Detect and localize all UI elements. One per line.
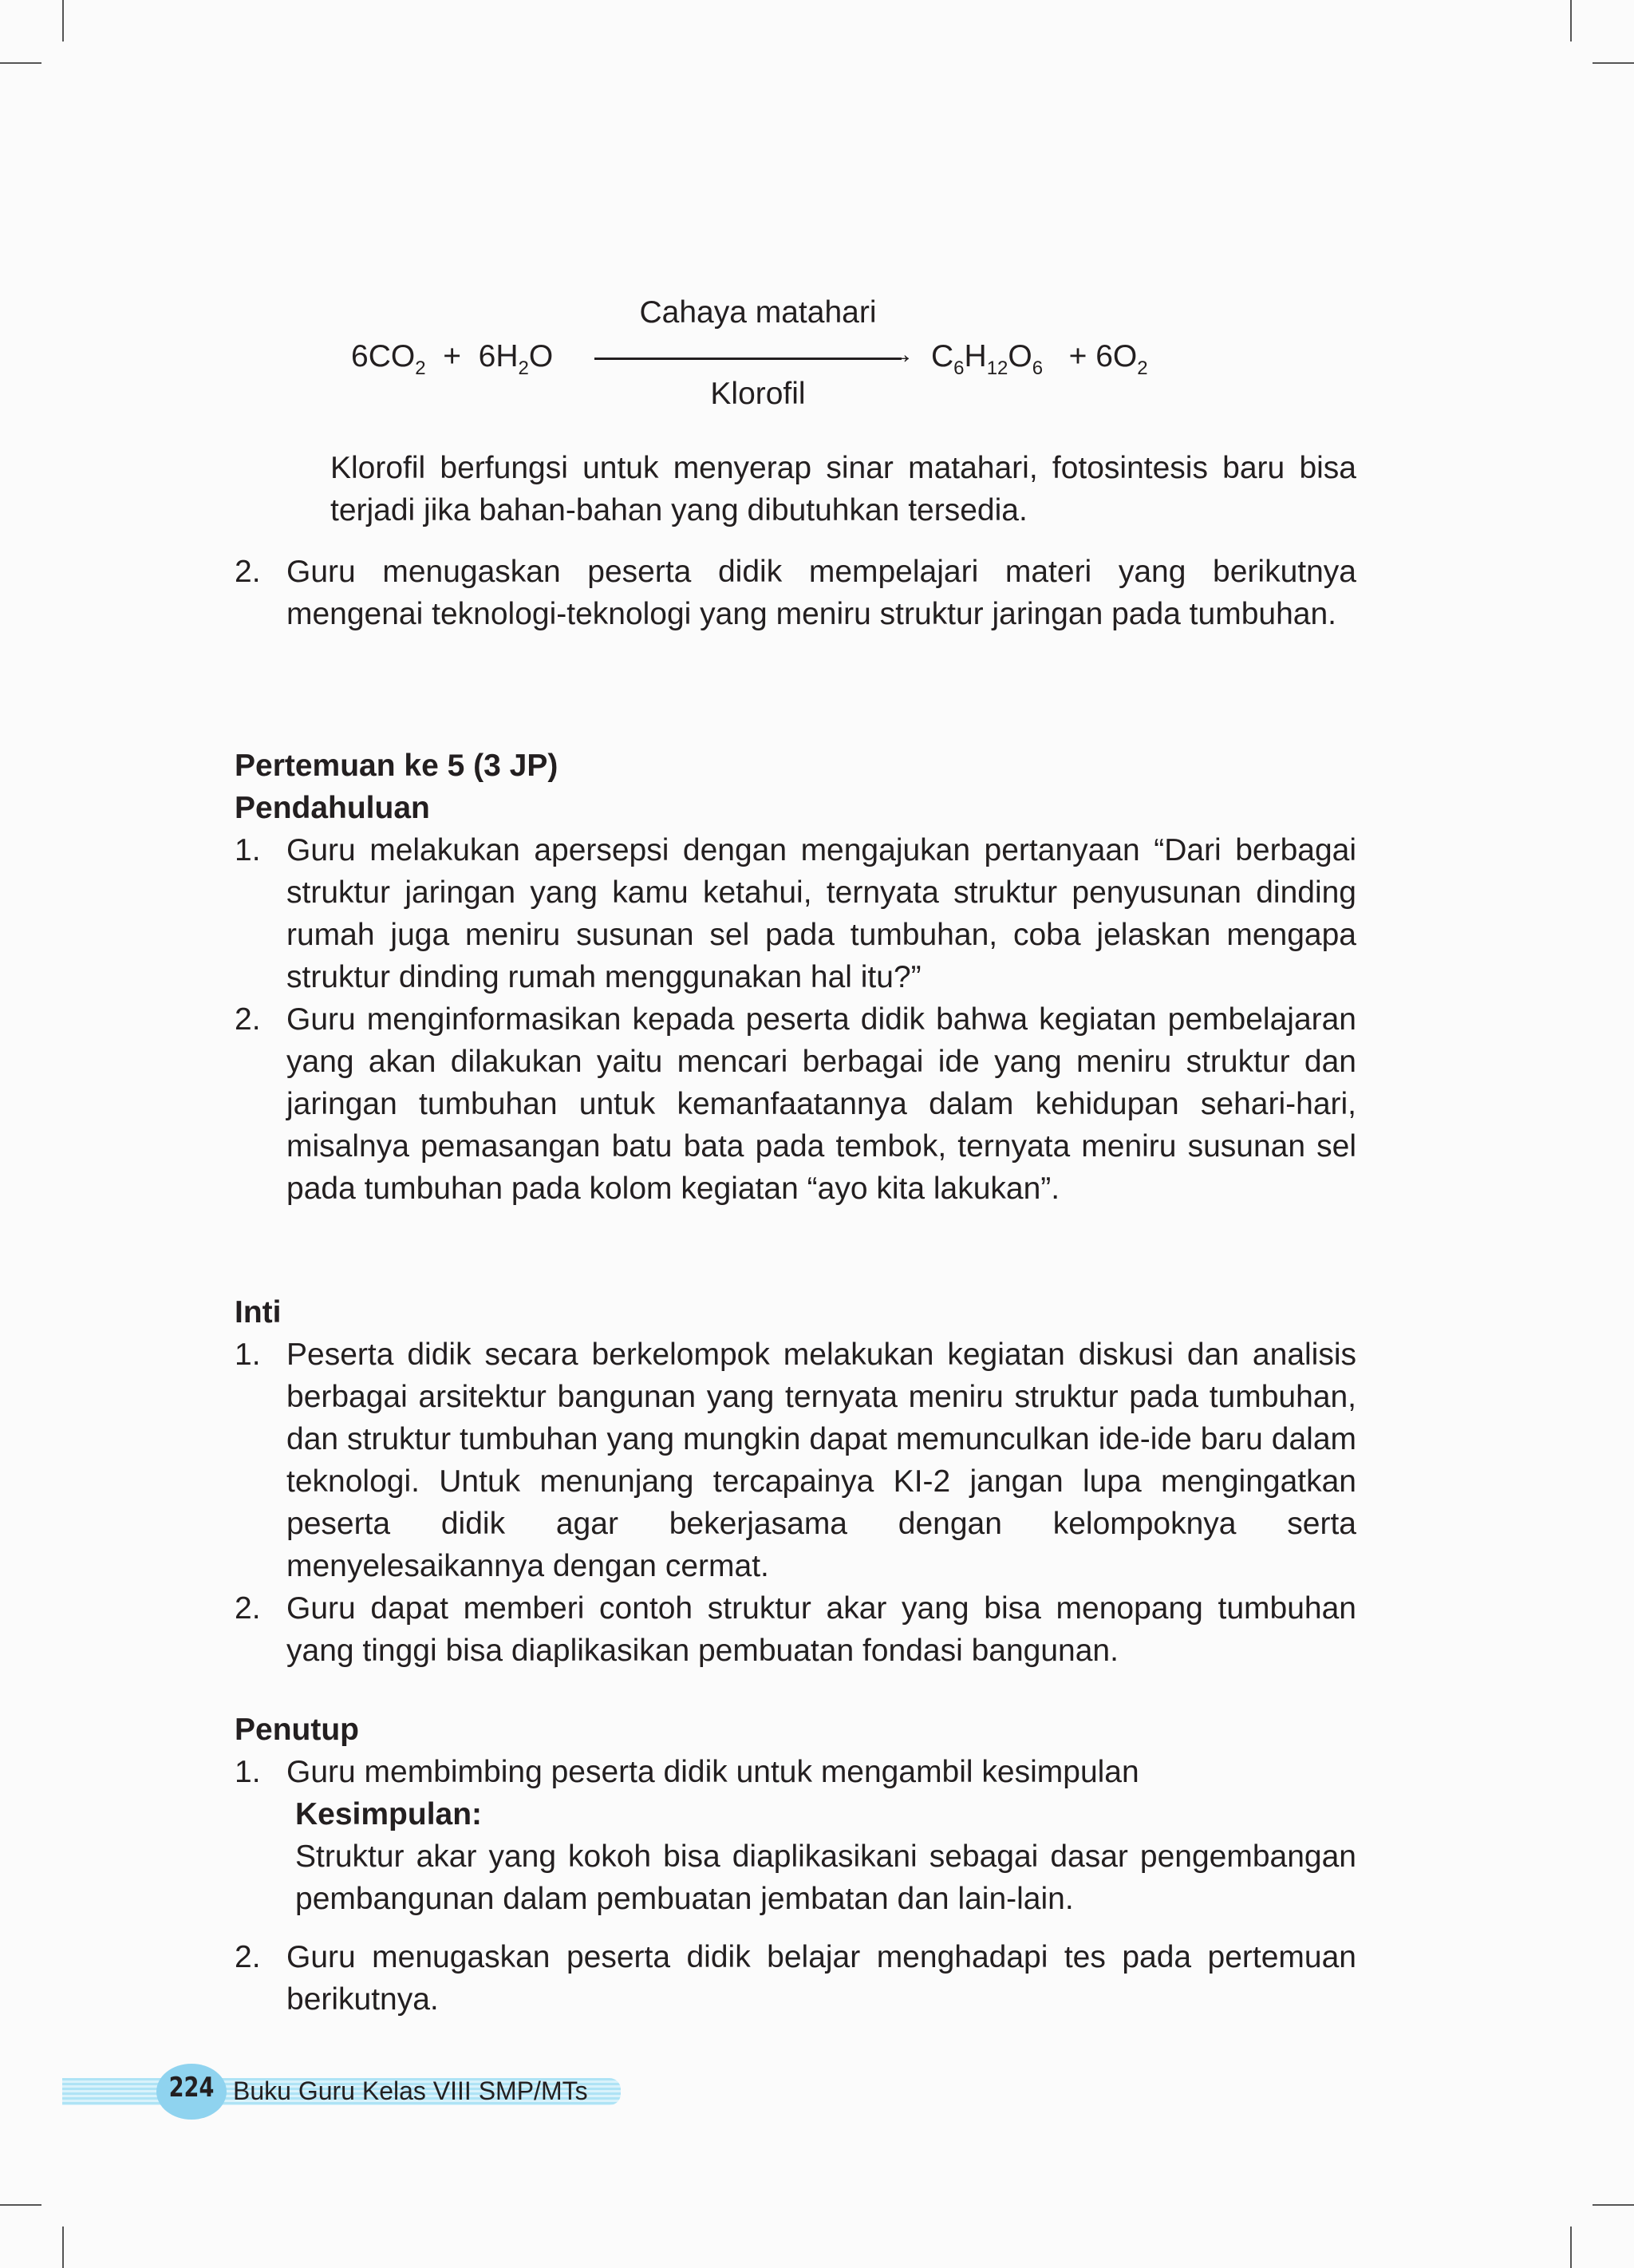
inti-section bbox=[235, 1291, 1356, 1672]
crop-mark bbox=[1570, 0, 1572, 41]
arrow-right-icon: → bbox=[887, 339, 914, 369]
list-item bbox=[235, 998, 1356, 1210]
list-item bbox=[235, 829, 1356, 998]
crop-mark bbox=[0, 62, 41, 64]
list-number: 2. bbox=[235, 1002, 261, 1037]
kesimpulan-block bbox=[235, 1793, 1356, 1920]
crop-mark bbox=[1593, 2204, 1634, 2206]
meeting-title: Pertemuan ke 5 (3 JP) bbox=[235, 749, 558, 783]
top-list bbox=[235, 551, 1356, 635]
list-text: Peserta didik secara berkelompok melakukan kegiatan diskusi dan analisis berbagai arsitektur bangunan yang ternyata meniru struktur pada tumbuhan, dan struktur tumbuhan yang mungkin dapat memunculkan ide-ide baru dalam teknologi. Untuk menunjang tercapainya KI-2 jangan lupa mengingatkan peserta didik agar bekerjasama dengan kelompoknya serta menyelesaikannya dengan cermat. bbox=[286, 1337, 1356, 1583]
section-title: Inti bbox=[235, 1295, 282, 1330]
list-number: 2. bbox=[235, 555, 261, 589]
book-title: Buku Guru Kelas VIII SMP/MTs bbox=[233, 2076, 588, 2105]
equation-reactants: $6CO_2 + 6H_2O$ bbox=[351, 339, 554, 379]
section-title: Pendahuluan bbox=[235, 791, 430, 825]
list-item bbox=[235, 551, 1356, 635]
kesimpulan-label: Kesimpulan: bbox=[295, 1797, 483, 1831]
list-number: 1. bbox=[235, 1337, 261, 1372]
penutup-section bbox=[235, 1709, 1356, 2021]
list-item bbox=[235, 1936, 1356, 2021]
crop-mark bbox=[0, 2204, 41, 2206]
kesimpulan-text: Struktur akar yang kokoh bisa diaplikasikani sebagai dasar pengembangan pembangunan dalam pembuatan jembatan dan lain-lain. bbox=[295, 1839, 1356, 1916]
photosynthesis-equation bbox=[351, 295, 1229, 423]
equation-condition-bottom: Klorofil bbox=[710, 377, 806, 411]
intro-paragraph: Klorofil berfungsi untuk menyerap sinar matahari, fotosintesis baru bisa terjadi jika bahan-bahan yang dibutuhkan tersedia. bbox=[330, 451, 1356, 527]
crop-mark bbox=[62, 2227, 64, 2268]
page-number: 224 bbox=[168, 2072, 215, 2104]
list-item bbox=[235, 1587, 1356, 1672]
list-text: Guru dapat memberi contoh struktur akar yang bisa menopang tumbuhan yang tinggi bisa diaplikasikan pembuatan fondasi bangunan. bbox=[286, 1591, 1356, 1668]
crop-mark bbox=[1593, 62, 1634, 64]
equation-arrow-line bbox=[594, 358, 902, 360]
crop-mark bbox=[1570, 2227, 1572, 2268]
list-item bbox=[235, 1751, 1356, 1793]
equation-products: $C_6H_{12}O_6 + 6O_2$ bbox=[931, 339, 1148, 379]
list-text: Guru menugaskan peserta didik belajar menghadapi tes pada pertemuan berikutnya. bbox=[286, 1940, 1356, 2017]
list-text: Guru menugaskan peserta didik mempelajari materi yang berikutnya mengenai teknologi-teknologi yang meniru struktur jaringan pada tumbuhan. bbox=[286, 555, 1356, 631]
list-number: 2. bbox=[235, 1591, 261, 1626]
list-number: 1. bbox=[235, 833, 261, 867]
list-text: Guru melakukan apersepsi dengan mengajukan pertanyaan “Dari berbagai struktur jaringan yang kamu ketahui, ternyata struktur penyusunan dinding rumah juga meniru susunan sel pada tumbuhan, coba jelaskan mengapa struktur dinding rumah menggunakan hal itu?” bbox=[286, 833, 1356, 994]
intro-paragraph-block bbox=[330, 447, 1356, 531]
list-number: 2. bbox=[235, 1940, 261, 1974]
list-text: Guru membimbing peserta didik untuk mengambil kesimpulan bbox=[286, 1755, 1139, 1789]
list-text: Guru menginformasikan kepada peserta didik bahwa kegiatan pembelajaran yang akan dilakukan yaitu mencari berbagai ide yang meniru struktur dan jaringan tumbuhan untuk kemanfaatannya dalam kehidupan sehari-hari, misalnya pemasangan batu bata pada tembok, ternyata meniru susunan sel pada tumbuhan pada kolom kegiatan “ayo kita lakukan”. bbox=[286, 1002, 1356, 1206]
pendahuluan-section bbox=[235, 745, 1356, 1210]
list-number: 1. bbox=[235, 1755, 261, 1789]
list-item bbox=[235, 1334, 1356, 1587]
crop-mark bbox=[62, 0, 64, 41]
section-title: Penutup bbox=[235, 1713, 359, 1747]
equation-condition-top: Cahaya matahari bbox=[639, 295, 877, 330]
